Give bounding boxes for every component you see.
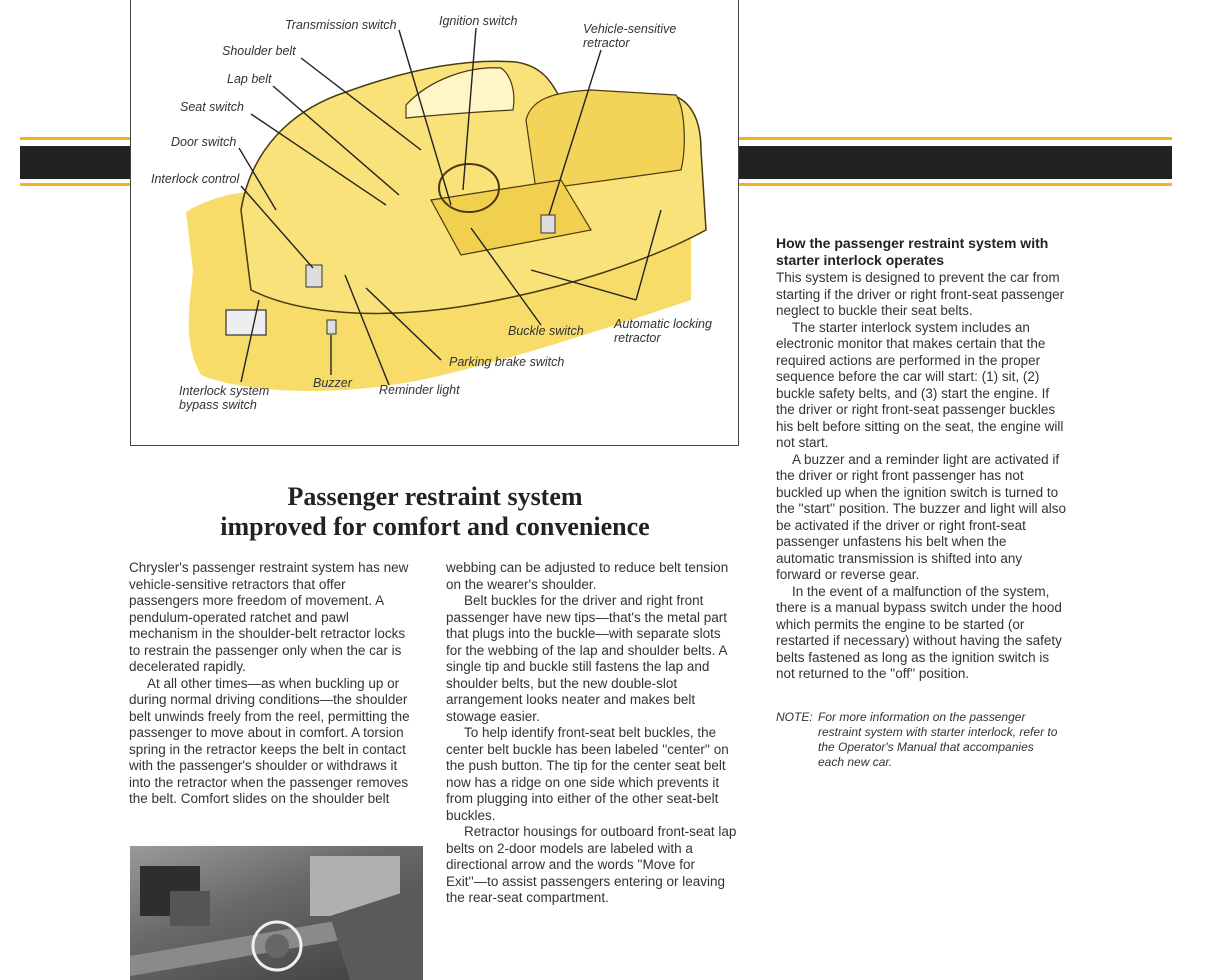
label-vehicle-sensitive-retractor: Vehicle-sensitive retractor: [583, 22, 677, 50]
sidebar-heading: How the passenger restraint system with starter interlock operates: [776, 235, 1049, 268]
label-door-switch: Door switch: [171, 135, 237, 149]
label-parking-brake-switch: Parking brake switch: [449, 355, 565, 369]
paragraph: The starter interlock system includes an electronic monitor that makes certain that the required actions are performed in the proper sequence before the car will start: (1) sit, (2) buckle safety belts, and (3) start the engine. If the driver or right front-seat passenger buckles his belt before sitting on the seat, the engine will not start.: [776, 319, 1064, 450]
paragraph: To help identify front-seat belt buckles, the center belt buckle has been labeled ''center'' on the push button. The tip for the center seat belt now has a ridge on one side which prevents it from plugging into either of the other seat-belt buckles.: [446, 725, 729, 823]
battery: [226, 310, 266, 335]
label-automatic-locking-retractor: Automatic locking retractor: [614, 317, 712, 345]
accent-stripe-bottom-right: [738, 183, 1172, 186]
paragraph: Belt buckles for the driver and right front passenger have new tips—that's the metal part that plugs into the buckle—with separate slots for the webbing of the lap and shoulder belts. A single tip and buckle still fastens the lap and shoulder belts, but the new double-slot arrangement looks neater and makes belt stowage easier.: [446, 593, 727, 724]
label-buckle-switch: Buckle switch: [508, 324, 584, 338]
article-title-line-2: improved for comfort and convenience: [220, 512, 650, 541]
note-text: For more information on the passenger restraint system with starter interlock, refer to the Operator's Manual that accompanies each new car.: [818, 710, 1058, 769]
sidebar-note: [776, 710, 1076, 770]
engine-bay-photo: [130, 846, 423, 980]
label-buzzer: Buzzer: [313, 376, 352, 390]
label-ignition-switch: Ignition switch: [439, 14, 518, 28]
label-transmission-switch: Transmission switch: [285, 18, 397, 32]
note-label: NOTE:: [776, 710, 813, 724]
engine-bay-sketch: [130, 846, 423, 980]
accent-stripe-top-left: [20, 137, 130, 140]
restraint-system-diagram: [130, 0, 739, 446]
seat-retractor: [541, 215, 555, 233]
label-interlock-control: Interlock control: [151, 172, 240, 186]
paragraph: This system is designed to prevent the car from starting if the driver or right front-seat passenger neglect to buckle their seat belts.: [776, 270, 1065, 318]
article-column-2: [446, 560, 738, 907]
accent-stripe-bottom-left: [20, 183, 130, 186]
black-band-right: [738, 146, 1172, 179]
paragraph: In the event of a malfunction of the system, there is a manual bypass switch under the hood which permits the engine to be started (or restarted if necessary) without having the safety belts fastened as long as the ignition switch is not returned to the ''off'' position.: [776, 583, 1062, 681]
paragraph: Retractor housings for outboard front-seat lap belts on 2-door models are labeled with a directional arrow and the words ''Move for Exit''—to assist passengers entering or leaving the rear-seat compartment.: [446, 824, 737, 905]
label-reminder-light: Reminder light: [379, 383, 460, 397]
accent-stripe-top-right: [738, 137, 1172, 140]
car-illustration: [131, 0, 738, 445]
interlock-box: [306, 265, 322, 287]
label-seat-switch: Seat switch: [180, 100, 244, 114]
paragraph: webbing can be adjusted to reduce belt tension on the wearer's shoulder.: [446, 560, 729, 592]
buzzer-unit: [327, 320, 336, 334]
paragraph: A buzzer and a reminder light are activated if the driver or right front passenger has not buckled up when the ignition switch is turned to the ''start'' position. The buzzer and light will also be activated if the driver or right front-seat passenger unfastens his belt when the automatic transmission is shifted into any forward or reverse gear.: [776, 451, 1066, 582]
label-shoulder-belt: Shoulder belt: [222, 44, 296, 58]
label-lap-belt: Lap belt: [227, 72, 272, 86]
paragraph: Chrysler's passenger restraint system has new vehicle-sensitive retractors that offer passengers more freedom of movement. A pendulum-operated ratchet and pawl mechanism in the shoulder-belt retractor locks to restrain the passenger only when the car is decelerated rapidly.: [129, 560, 409, 674]
article-column-1: [129, 560, 419, 808]
paragraph: At all other times—as when buckling up or during normal driving conditions—the shoulder belt unwinds freely from the reel, permitting the passenger to move about in comfort. A torsion spring in the retractor keeps the belt in contact with the passenger's shoulder or withdraws it into the retractor when the passenger removes the belt. Comfort slides on the shoulder belt: [129, 675, 410, 806]
black-band-left: [20, 146, 130, 179]
label-interlock-bypass-switch: Interlock system bypass switch: [179, 384, 270, 412]
article-title-line-1: Passenger restraint system: [287, 482, 583, 511]
article-title: [130, 482, 740, 542]
sidebar-body: [776, 270, 1068, 683]
